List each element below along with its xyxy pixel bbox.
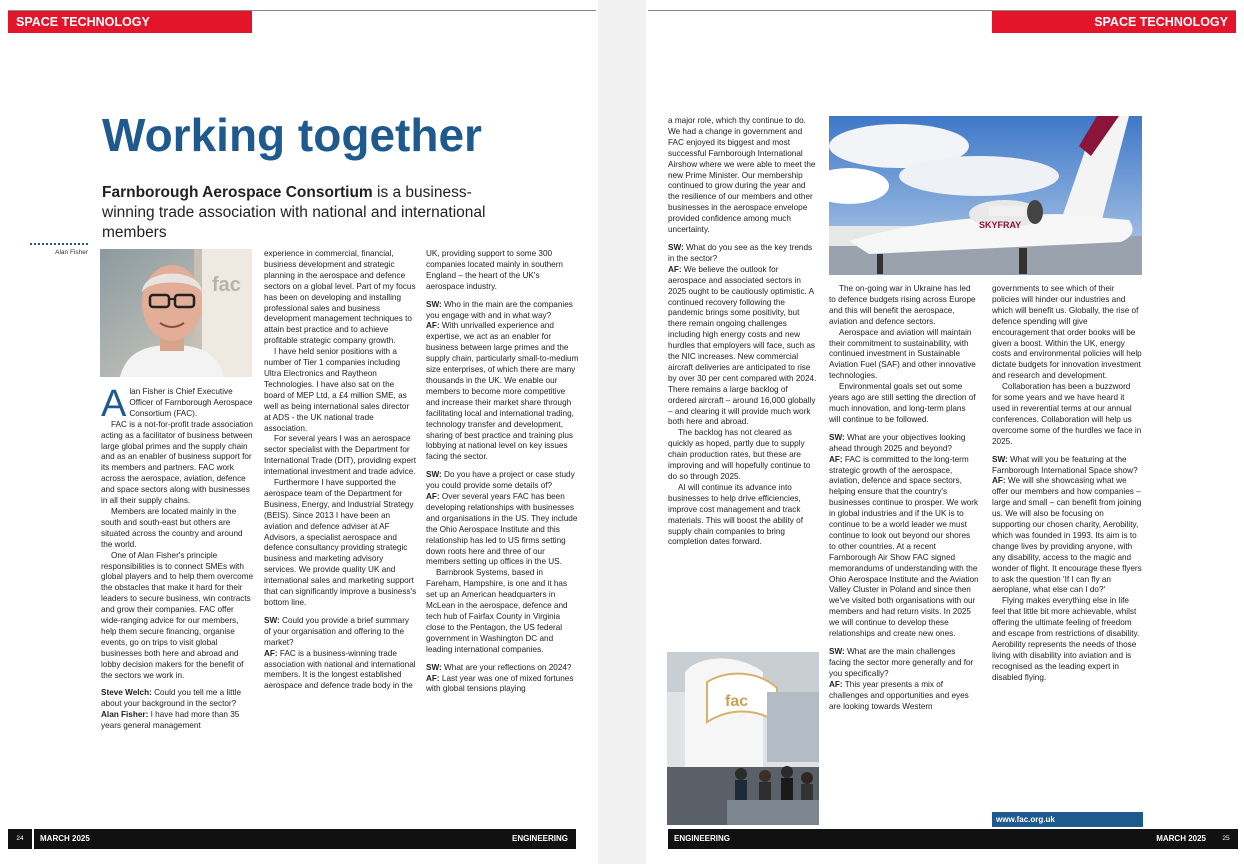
standfirst <box>102 183 522 243</box>
af-label: AF: <box>426 492 440 502</box>
af-label: AF: <box>264 648 278 658</box>
portrait-illustration <box>100 249 252 377</box>
exhibition-illustration <box>667 652 819 825</box>
af-label: AF: <box>829 679 843 689</box>
c6-answer-1 <box>992 476 1142 596</box>
c3-answer-1 <box>426 321 579 463</box>
c5-para-1: The on-going war in Ukraine has led to defence budgets rising across Europe and this will benefit the aerospace, aviation and defence sectors. <box>829 284 976 326</box>
c3-answer-1-text: With unrivalled experience and expertise, we act as an enabler for business between large primes and the supply chain, particularly small-to-medium size enterprises, of which there are many thousands in the UK. We enable our members to become more competitive and increase their market share through facilitating local and international trading, technology transfer and development, sharing of best practice and training plus lobbying at national level on key issues facing the sector. <box>426 321 579 462</box>
interviewee-label: Alan Fisher: <box>101 710 149 720</box>
c3-answer-2-text: Over several years FAC has been developing relationships with businesses and organisations in the US. They include the Ohio Aerospace Institute and this relationship has led to US firms setting down roots here and three of our members setting up offices in the US. <box>426 492 578 567</box>
text-column-6 <box>992 284 1142 808</box>
c6-para-2b: Flying makes everything else in life feel that little bit more achievable, whilst offering the ultimate feeling of freedom and escape from restrictions of disability. Aerobility represents the needs of those living with disability into aviation and is recognised as the leading expert in disabled flying. <box>992 596 1140 682</box>
standfirst-text: is a business-winning trade association with national and international members <box>102 184 486 241</box>
c6-para-2: Collaboration has been a buzzword for some years and we have heard it used in reverential terms at our annual conferences. Collaboration will help us overcome some of the hurdles we face in 2025. <box>992 382 1142 446</box>
footer-magazine-left: ENGINEERING <box>511 834 568 843</box>
c3-answer-3-text: Last year was one of mixed fortunes with global tensions playing <box>426 673 574 694</box>
c6-answer-1-text: We will she showcasing what we offer our members and how companies – large and small – can benefit from joining us. We will also be focusing on supporting our chosen charity, Aerobility, which was founded in 1993. Its aim is to change lives by providing anyone, with any disability, access to the magic and wonder of flight. It encourage these flyers to ask the question 'If I can fly an aeroplane, what else can I do?' <box>992 476 1142 595</box>
sw-label: SW: <box>829 432 845 442</box>
sw-label: SW: <box>426 662 442 672</box>
byline-rule <box>30 243 88 245</box>
exhibition-photo <box>667 652 819 825</box>
sw-label: SW: <box>426 470 442 480</box>
af-label: AF: <box>426 673 440 683</box>
c4-para-3: AI will continue its advance into businesses to help drive efficiencies, improve cost management and track materials. This will boost the ability of supply chain companies to bring completion dates forward. <box>668 482 803 547</box>
c5-question-2-text: What are the main challenges facing the sector more generally and for you specifically? <box>829 647 974 678</box>
footer-date-left: MARCH 2025 <box>40 834 90 843</box>
footer-magazine-right: ENGINEERING <box>674 834 731 843</box>
section-tag-right: SPACE TECHNOLOGY <box>992 11 1236 33</box>
c3-answer-3 <box>426 674 579 696</box>
c5-answer-2-text: This year presents a mix of challenges and opportunities and eyes are looking towards Western <box>829 679 969 711</box>
af-label: AF: <box>829 454 843 464</box>
c1-intro: lan Fisher is Chief Executive Officer of Farnborough Aerospace Consortium (FAC). <box>129 387 253 418</box>
c5-answer-1 <box>829 455 979 640</box>
c4-answer-1-text: We believe the outlook for aerospace and associated sectors in 2025 ought to be cautiously optimistic. A continued recovery following the pandemic brings some positivity, but there remain ongoing challenges including high energy costs and new hurdles that employers will face, such as the NIC increases. New commercial aircraft deliveries are anticipated to rise by over 30 per cent compared with 2024. There remains a large backlog of ordered aircraft – around 16,000 globally – and clearing it will provide much work both here and abroad. <box>668 264 817 427</box>
af-label: AF: <box>668 264 682 274</box>
right-page <box>646 0 1244 864</box>
c1-question-text: Could you tell me a little about your background in the sector? <box>101 688 242 709</box>
c6-para-1: governments to see which of their policies will hinder our industries and which will benefit us. Globally, the rise of defence spending will give encouragement that order books will be given a boost. Within the UK, energy costs and environmental policies will help dictate budgets for innovation investment and research and development. <box>992 284 1142 381</box>
c4-para-2: The backlog has not cleared as quickly as hoped, partly due to supply chain production rates, but these are improving and will hopefully continue to do so through 2025. <box>668 428 811 481</box>
aircraft-photo <box>829 116 1142 275</box>
text-column-1 <box>101 387 254 825</box>
c5-question-1 <box>829 433 979 455</box>
c2-para-3: For several years I was an aerospace sector specialist with the Department for International Trade (DIT), providing expert international investment and trade advice. <box>264 434 416 477</box>
c1-para-2: FAC is a not-for-profit trade association acting as a facilitator of business between large global primes and the supply chain and as an enabler of business support for its members and partners. FAC work across the aerospace, aviation, defence and space sectors along with businesses in all their supply chains. <box>101 419 253 506</box>
page-number-right: 25 <box>1214 829 1238 849</box>
c3-answer-2 <box>426 492 579 568</box>
sw-label: SW: <box>426 299 442 309</box>
sw-label: SW: <box>264 615 280 625</box>
c5-question-2 <box>829 647 979 680</box>
byline: Alan Fisher <box>55 249 88 256</box>
text-column-4 <box>668 116 818 646</box>
c3-para-1: UK, providing support to some 300 companies located mainly in southern England – the heart of the UK's aerospace industry. <box>426 249 563 291</box>
page-gutter <box>598 0 646 864</box>
c5-answer-1-text: FAC is committed to the long-term strategic growth of the aerospace, aviation, defence and space sectors, helping ensure that the country's businesses continue to prosper. We work in global industries and if the UK is to continue to be a world leader we must continue to look out beyond our shores to other countries. At a recent Farnborough Air Show FAC signed memorandums of understanding with the Ohio Aerospace Institute and the Aviation Valley Cluster in Poland and since then we've visited both organisations with our members and had return visits. In 2025 we will continue to develop these relationships and create new ones. <box>829 454 979 639</box>
footer-bar-right <box>668 829 1214 849</box>
c4-para-1: a major role, which thy continue to do. We had a change in government and FAC enjoyed its biggest and most successful Farnborough International Airshow where we were able to meet the new Prime Minister. Our membership continued to grow during the year and the resilience of our members and other businesses in the aerospace envelope provided confidence among much uncertainty. <box>668 116 816 235</box>
drop-cap: A <box>101 387 127 425</box>
c6-question-1 <box>992 455 1142 477</box>
c2-question <box>264 616 417 649</box>
c2-answer <box>264 649 417 693</box>
c5-question-1-text: What are your objectives looking ahead through 2025 and beyond? <box>829 432 966 453</box>
standfirst-org: Farnborough Aerospace Consortium <box>102 184 373 201</box>
c1-answer-text: I have had more than 35 years general management <box>101 710 240 731</box>
portrait-logo: fac <box>212 274 241 296</box>
c2-para-2: I have held senior positions with a number of Tier 1 companies including Ultra Electronics and Raytheon Technologies. I have also sat on the board of MEP Ltd, a £4 million SME, as well as being international sales director at ADS - the UK national trade association. <box>264 347 410 433</box>
portrait-photo <box>100 249 252 377</box>
article-title: Working together <box>102 109 482 161</box>
aircraft-livery: SKYFRAY <box>979 220 1022 230</box>
c3-question-3 <box>426 663 579 674</box>
c2-para-4: Furthermore I have supported the aerospace team of the Department for Business, Energy, and Industrial Strategy (BEIS). Since 2013 I have been an aviation and defence adviser at AF Advisors, a specialist aerospace and defence consultancy providing strategic business and marketing advisory services. We provide quality UK and international sales and marketing support that can significantly improve a business's bottom line. <box>264 478 417 607</box>
c3-para-2: Barnbrook Systems, based in Fareham, Hampshire, is one and it has set up an American headquarters in McLean in the aerospace, defence and tech hub of Fairfax County in Virginia close to the Pentagon, the US federal government in Washington DC and leading international companies. <box>426 568 568 654</box>
aircraft-illustration <box>829 116 1142 275</box>
sw-label: SW: <box>992 454 1008 464</box>
section-tag-left: SPACE TECHNOLOGY <box>8 11 252 33</box>
text-column-3 <box>426 249 579 825</box>
left-page <box>0 0 598 864</box>
page-number-left: 24 <box>8 829 32 849</box>
c2-para-1: experience in commercial, financial, business development and strategic planning in the aerospace and defence sectors on a global level. Part of my focus has been on developing and installing professional sales and business development management techniques to attain best practice and to achieve profitable strategic company growth. <box>264 249 416 346</box>
c3-question-2 <box>426 470 579 492</box>
sw-label: SW: <box>829 647 845 656</box>
text-column-5 <box>829 284 979 825</box>
c6-question-1-text: What will you be featuring at the Farnborough International Space show? <box>992 454 1138 475</box>
c5-para-2: Aerospace and aviation will maintain their commitment to sustainability, with continued investment in Sustainable Aviation Fuel (SAF) and other innovative technologies. <box>829 327 976 381</box>
interviewer-label: Steve Welch: <box>101 688 152 698</box>
text-column-2 <box>264 249 417 825</box>
c5-para-3: Environmental goals set out some years ago are still setting the direction of much innovation, and long-term plans will continue to be followed. <box>829 382 976 424</box>
c4-answer-1 <box>668 265 818 429</box>
footer-bar-left <box>34 829 576 849</box>
stand-logo: fac <box>725 693 749 710</box>
c1-para-3: Members are located mainly in the south and south-east but others are situated across the country and around the world. <box>101 506 243 549</box>
af-label: AF: <box>992 476 1006 486</box>
af-label: AF: <box>426 321 440 331</box>
c3-question-2-text: Do you have a project or case study you could provide some details of? <box>426 470 575 491</box>
c4-question-1 <box>668 243 818 265</box>
c5-answer-2 <box>829 680 979 713</box>
c1-answer <box>101 710 254 732</box>
c1-para-4: One of Alan Fisher's principle responsibilities is to connect SMEs with global players and to help them overcome the obstacles that make it hard for their leaders to secure business, win contracts and grow their companies. FAC offer wide-ranging advice for our members, help them secure financing, organise events, go on trips to visit global businesses both here and abroad and lobby decision makers for the benefit of the sectors we work in. <box>101 550 254 680</box>
c3-question-1-text: Who in the main are the companies you engage with and in what way? <box>426 299 573 320</box>
footer-date-right: MARCH 2025 <box>1156 834 1206 843</box>
c2-question-text: Could you provide a brief summary of your organisation and offering to the market? <box>264 615 410 647</box>
c3-question-3-text: What are your reflections on 2024? <box>441 662 572 672</box>
sw-label: SW: <box>668 242 684 252</box>
c4-question-1-text: What do you see as the key trends in the sector? <box>668 242 813 263</box>
website-link[interactable]: www.fac.org.uk <box>992 812 1143 827</box>
c3-question-1 <box>426 300 579 322</box>
c2-answer-text: FAC is a business-winning trade association with national and international members. It is the longest established aerospace and defence trade body in the <box>264 648 416 691</box>
c1-question <box>101 688 254 710</box>
